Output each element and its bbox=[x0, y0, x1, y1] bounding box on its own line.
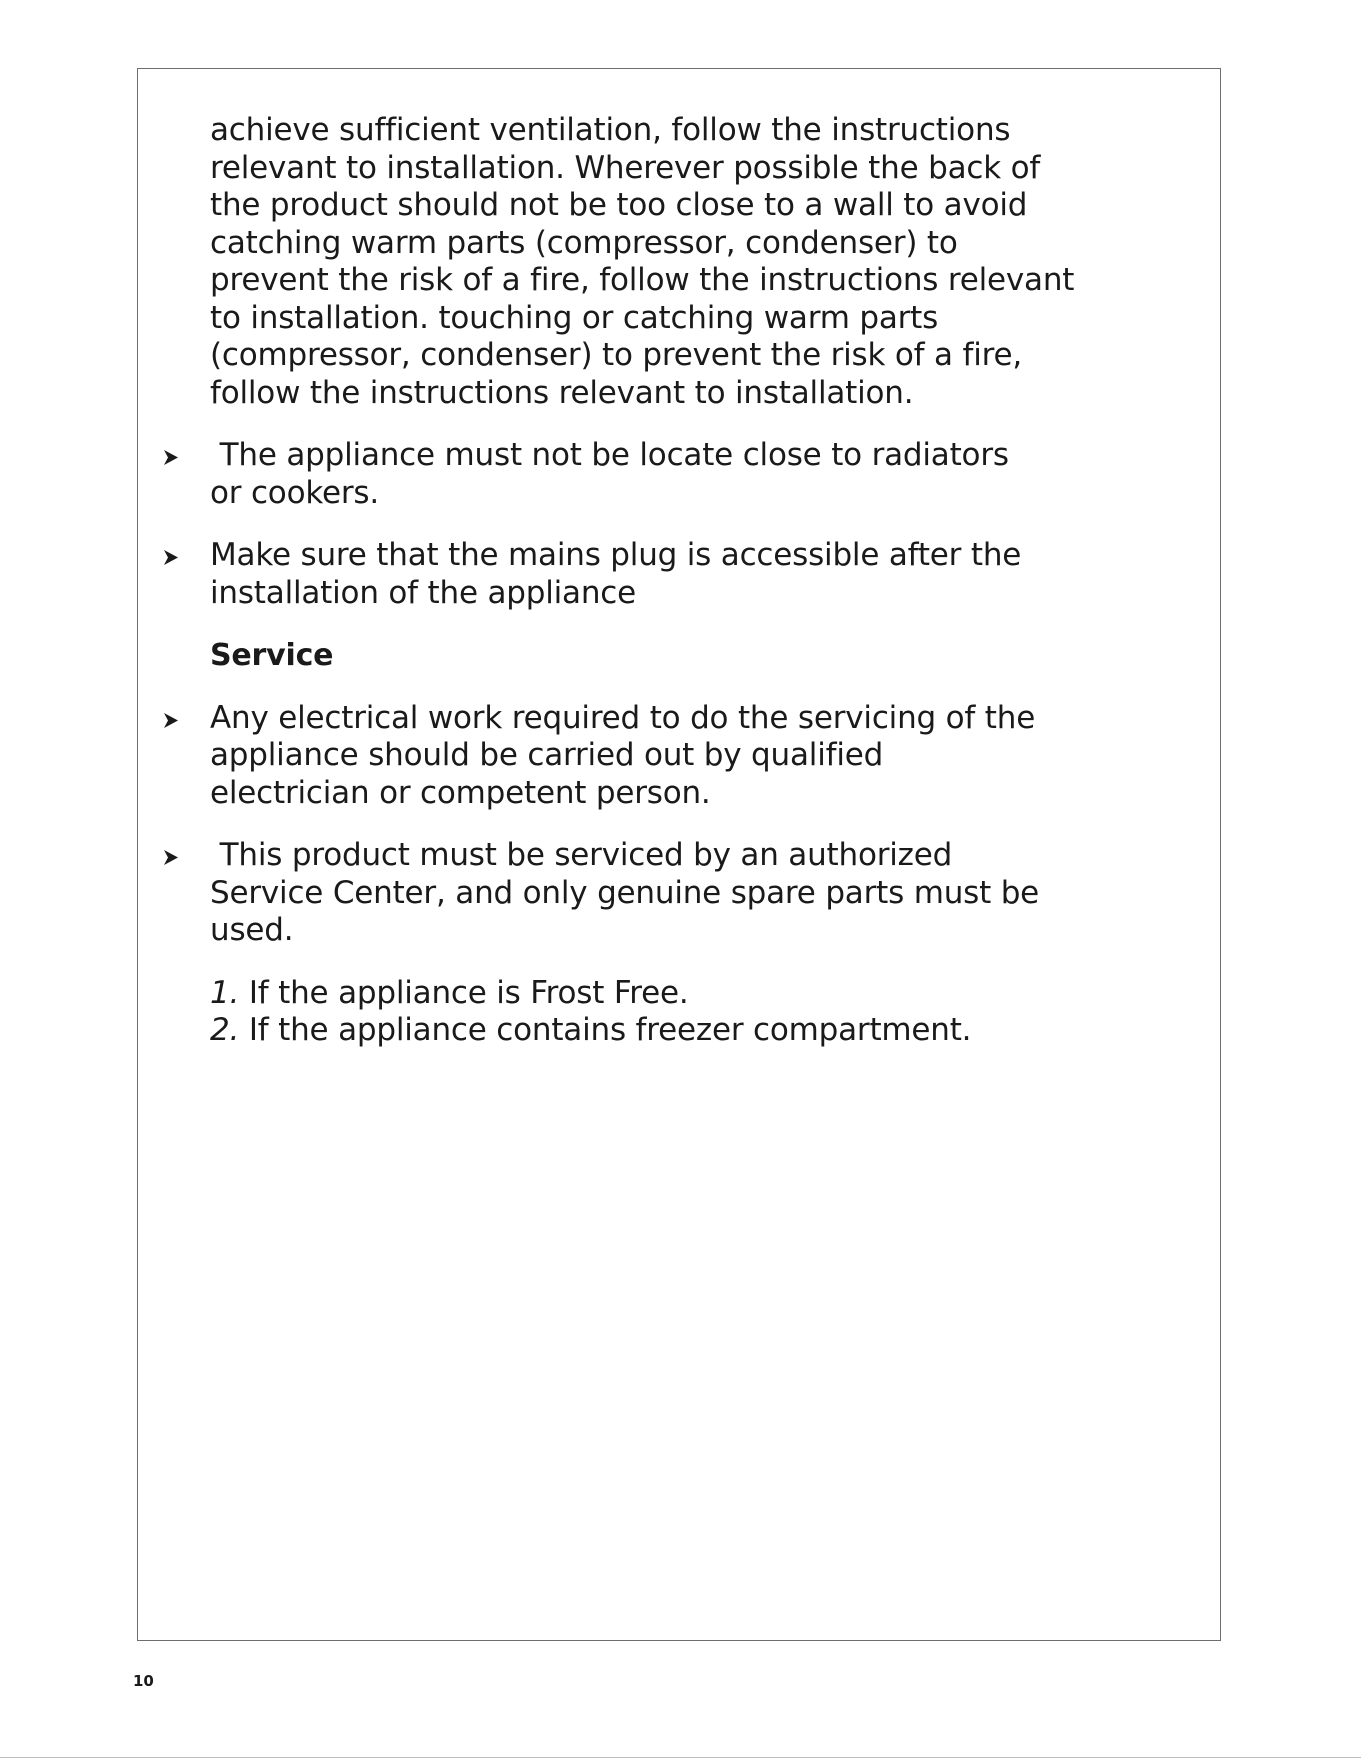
text-line: to installation. touching or catching warm parts bbox=[210, 299, 939, 336]
arrowhead-bullet-icon bbox=[164, 713, 178, 728]
text-line: The appliance must not be locate close to radiators bbox=[210, 437, 1009, 473]
text-line: This product must be serviced by an authorized bbox=[210, 837, 953, 873]
text-line: prevent the risk of a fire, follow the instructions relevant bbox=[210, 262, 1075, 298]
footnote-1 bbox=[210, 975, 1130, 1013]
text-line: relevant to installation. Wherever possible the back of bbox=[210, 149, 1041, 186]
text-line: follow the instructions relevant to installation. bbox=[210, 374, 914, 411]
text-line: electrician or competent person. bbox=[210, 774, 711, 811]
text-line: Any electrical work required to do the servicing of the bbox=[210, 699, 1036, 736]
text-line: the product should not be too close to a wall to avoid bbox=[210, 187, 1028, 223]
text-line: Make sure that the mains plug is accessible after the bbox=[210, 537, 1022, 573]
text-line: appliance should be carried out by qualified bbox=[210, 737, 884, 773]
footnote-text: If the appliance contains freezer compartment. bbox=[239, 1012, 972, 1048]
bullet-item-radiators bbox=[210, 437, 1130, 512]
page-number: 10 bbox=[133, 1672, 154, 1690]
text-line: installation of the appliance bbox=[210, 574, 637, 611]
bullet-item-electrical-work bbox=[210, 700, 1130, 813]
text-line: or cookers. bbox=[210, 474, 380, 511]
footnotes bbox=[210, 975, 1130, 1050]
bullet-item-authorized-service bbox=[210, 837, 1130, 950]
arrowhead-bullet-icon bbox=[164, 550, 178, 565]
arrowhead-bullet-icon bbox=[164, 450, 178, 465]
bullet-item-mains-plug bbox=[210, 537, 1130, 612]
text-line: catching warm parts (compressor, condenser) to bbox=[210, 224, 958, 261]
footnote-2 bbox=[210, 1012, 1130, 1050]
page-content bbox=[210, 112, 1130, 1075]
footnote-number: 1. bbox=[210, 974, 240, 1011]
footnote-text: If the appliance is Frost Free. bbox=[239, 974, 689, 1011]
arrowhead-bullet-icon bbox=[164, 850, 178, 865]
text-line: achieve sufficient ventilation, follow the instructions bbox=[210, 112, 1011, 148]
intro-paragraph bbox=[210, 112, 1130, 412]
text-line: used. bbox=[210, 912, 294, 948]
section-heading-service: Service bbox=[210, 638, 334, 673]
bottom-edge-rule bbox=[0, 1757, 1361, 1758]
footnote-number: 2. bbox=[210, 1012, 240, 1048]
text-line: Service Center, and only genuine spare parts must be bbox=[210, 874, 1040, 911]
text-line: (compressor, condenser) to prevent the risk of a fire, bbox=[210, 337, 1023, 373]
